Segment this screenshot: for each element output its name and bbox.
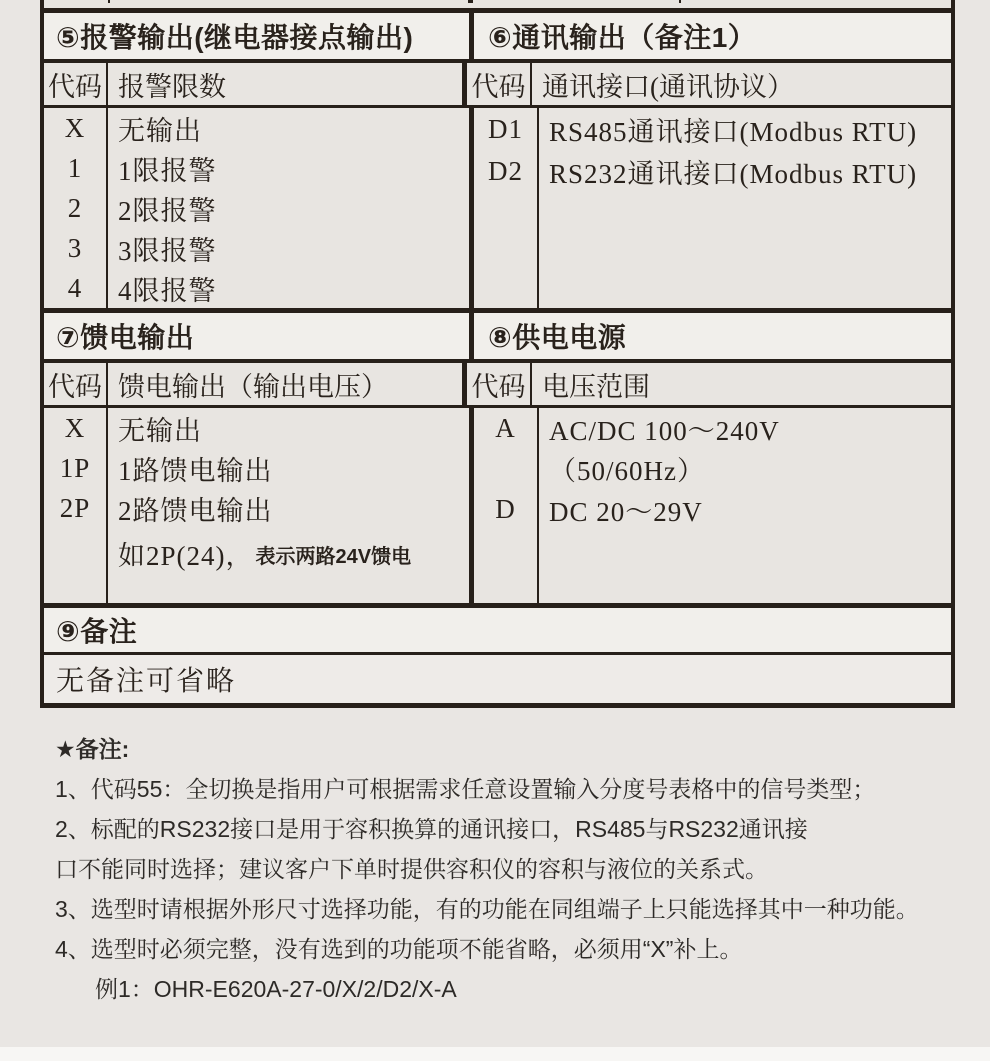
section-7-8-title-row: [44, 313, 951, 363]
section-7-8-column-header-row: [44, 363, 951, 408]
section-5-code-header: 代码: [44, 63, 108, 105]
code-cell: X: [64, 112, 86, 143]
section-9-value: 无备注可省略: [56, 666, 237, 697]
section-6-desc-column: [539, 108, 951, 308]
code-cell: X: [64, 412, 86, 443]
code-cell: D: [495, 493, 516, 524]
desc-cell: DC 20～29V: [549, 496, 703, 527]
ordering-example: 例1：OHR-E620A-27-0/X/2/D2/X-A: [95, 975, 457, 1002]
desc-cell: 1限报警: [118, 155, 217, 186]
section-9-value-row: [44, 655, 951, 708]
page-bottom-strip: [0, 1047, 990, 1061]
table-top-remnant: [44, 0, 951, 13]
code-cell: 2: [67, 192, 83, 223]
section-8-body: [474, 408, 951, 603]
section-6-body: [474, 108, 951, 308]
footnote-1: 1、代码55：全切换是指用户可根据需求任意设置输入分度号表格中的信号类型；: [55, 775, 876, 802]
section-5-desc-column: [108, 108, 469, 308]
section-5-body: [44, 108, 474, 308]
code-cell: 1P: [59, 452, 91, 483]
section-7-8-body: [44, 408, 951, 608]
desc-cell: 无输出: [118, 415, 202, 446]
footnote-4: 4、选型时必须完整，没有选到的功能项不能省略，必须用“X”补上。: [55, 935, 743, 962]
desc-cell: （50/60Hz）: [549, 455, 705, 486]
section-9-title: ⑨备注: [56, 616, 138, 647]
desc-cell: 1路馈电输出: [118, 455, 273, 486]
desc-cell: 2路馈电输出: [118, 495, 273, 526]
footnote-2: 2、标配的RS232接口是用于容积换算的通讯接口，RS485与RS232通讯接: [55, 815, 808, 842]
footnotes: [55, 727, 960, 1007]
desc-cell: 3限报警: [118, 235, 217, 266]
section-5-6-body: [44, 108, 951, 313]
code-cell: 2P: [59, 492, 91, 523]
footnote-3: 3、选型时请根据外形尺寸选择功能，有的功能在同组端子上只能选择其中一种功能。: [55, 895, 919, 922]
code-cell: 4: [67, 272, 83, 303]
code-cell: 3: [67, 232, 83, 263]
section-8-code-header: 代码: [467, 363, 532, 405]
section-8-desc-column: [539, 408, 951, 603]
section-5-title-cell: [44, 13, 474, 59]
feed-output-example-main: 如2P(24)，: [118, 541, 254, 571]
desc-cell: 4限报警: [118, 275, 217, 306]
section-7-body: [44, 408, 474, 603]
section-8-title-cell: [474, 313, 951, 359]
code-cell: [474, 448, 537, 488]
section-5-desc-header: 报警限数: [108, 63, 467, 105]
desc-cell: RS485通讯接口(Modbus RTU): [549, 116, 918, 147]
remnant-divider: [108, 0, 110, 3]
section-7-desc-header: 馈电输出（输出电压）: [108, 363, 467, 405]
code-cell: A: [495, 412, 516, 443]
desc-cell: 2限报警: [118, 195, 217, 226]
feed-output-example-note: 表示两路24V馈电: [255, 546, 412, 568]
section-5-6-title-row: [44, 13, 951, 63]
section-8-desc-header: 电压范围: [542, 371, 650, 402]
desc-cell: 无输出: [118, 115, 202, 146]
section-6-title-cell: [474, 13, 951, 59]
code-cell: D2: [488, 155, 523, 186]
section-7-code-header: 代码: [44, 363, 108, 405]
section-7-code-column: [44, 408, 108, 603]
section-7-title: ⑦馈电输出: [56, 322, 195, 353]
footnotes-header: ★备注:: [55, 735, 130, 762]
section-5-code-column: [44, 108, 108, 308]
section-6-desc-header: 通讯接口(通讯协议）: [542, 71, 794, 102]
remnant-divider: [679, 0, 681, 3]
footnote-2-continued: 口不能同时选择；建议客户下单时提供容积仪的容积与液位的关系式。: [55, 855, 768, 882]
section-6-code-header: 代码: [467, 63, 532, 105]
section-8-title: ⑧供电电源: [488, 322, 627, 353]
remnant-divider: [468, 0, 473, 3]
section-7-title-cell: [44, 313, 474, 359]
selection-table: [40, 0, 955, 708]
feed-output-example: [118, 528, 469, 576]
desc-cell: AC/DC 100～240V: [549, 415, 780, 446]
section-6-code-column: [474, 108, 539, 308]
section-6-title: ⑥通讯输出（备注1）: [488, 22, 757, 53]
desc-cell: RS232通讯接口(Modbus RTU): [549, 158, 918, 189]
code-cell: D1: [488, 113, 523, 144]
section-9-title-row: [44, 608, 951, 655]
section-5-title: ⑤报警输出(继电器接点输出): [56, 22, 414, 53]
section-7-desc-column: [108, 408, 469, 603]
section-5-6-column-header-row: [44, 63, 951, 108]
section-8-code-column: [474, 408, 539, 603]
code-cell: 1: [67, 152, 83, 183]
